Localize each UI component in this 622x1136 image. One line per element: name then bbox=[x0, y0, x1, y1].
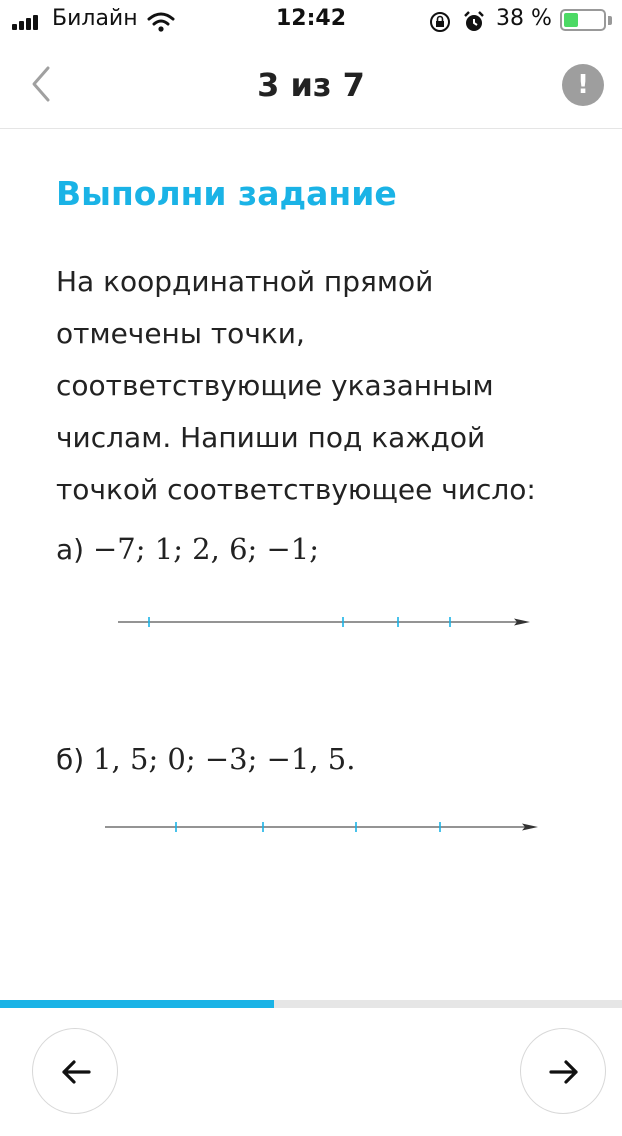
number-line-a bbox=[0, 610, 622, 634]
rotation-lock-icon bbox=[428, 10, 452, 34]
item-b bbox=[56, 742, 355, 776]
carrier-name: Билайн bbox=[52, 6, 138, 31]
battery-tip bbox=[608, 16, 612, 25]
alarm-icon bbox=[462, 10, 486, 34]
progress-fill bbox=[0, 1000, 274, 1008]
report-button[interactable]: ! bbox=[562, 64, 604, 106]
item-b-label: б) bbox=[56, 743, 85, 776]
arrow-right-icon bbox=[546, 1054, 582, 1090]
item-a-numbers: −7; 1; 2, 6; −1; bbox=[93, 532, 320, 566]
battery-level bbox=[564, 13, 578, 27]
item-a-label: а) bbox=[56, 533, 85, 566]
item-a bbox=[56, 532, 319, 566]
battery-percent: 38 % bbox=[496, 6, 552, 31]
item-b-numbers: 1, 5; 0; −3; −1, 5. bbox=[93, 742, 356, 776]
page-title: 3 из 7 bbox=[257, 66, 365, 104]
status-bar bbox=[0, 0, 622, 44]
arrow-left-icon bbox=[58, 1054, 94, 1090]
battery-icon bbox=[560, 9, 606, 31]
previous-button[interactable] bbox=[32, 1028, 118, 1114]
status-time: 12:42 bbox=[275, 6, 347, 31]
task-text: На координатной прямой отмечены точки, соответствующие указанным числам. Напиши под каждой точкой соответствующее число: bbox=[56, 265, 536, 506]
number-line-b bbox=[0, 815, 622, 839]
next-button[interactable] bbox=[520, 1028, 606, 1114]
header bbox=[0, 44, 622, 129]
progress-bar bbox=[0, 1000, 622, 1008]
task-title: Выполни задание bbox=[56, 174, 397, 213]
